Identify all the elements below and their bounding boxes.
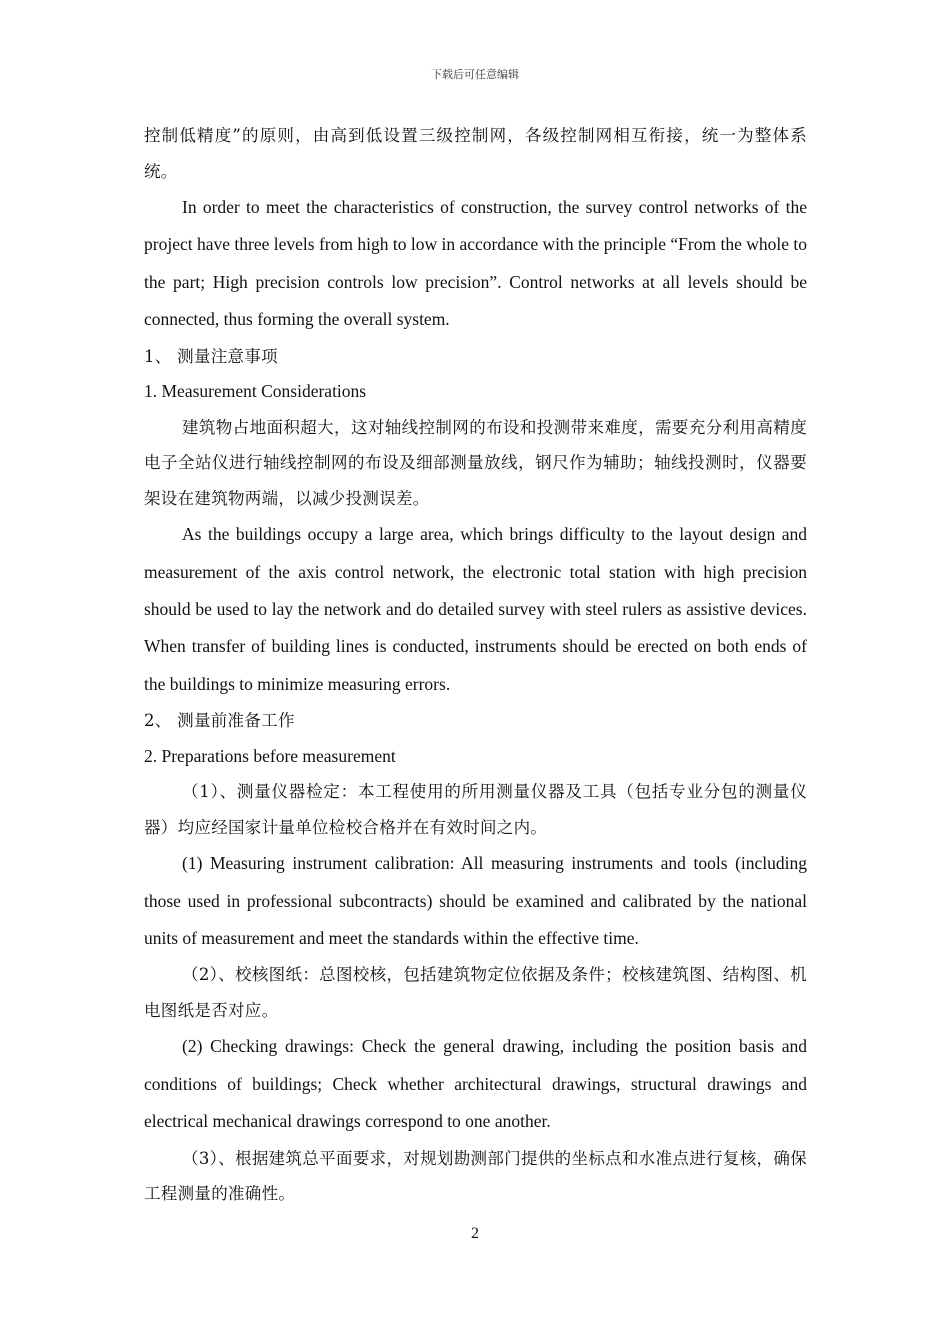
paragraph-cn-checking-drawings: （2）、校核图纸：总图校核，包括建筑物定位依据及条件；校核建筑图、结构图、机电图纸是否对应。 <box>144 965 807 1020</box>
paragraph-cn-building-area: 建筑物占地面积超大，这对轴线控制网的布设和投测带来难度，需要充分利用高精度电子全站仪进行轴线控制网的布设及细部测量放线，钢尺作为辅助；轴线投测时，仪器要架设在建筑物两端，以减少投测误差。 <box>144 417 807 508</box>
paragraph-en-checking-drawings: (2) Checking drawings: Check the general drawing, including the position basis and conditions of buildings; Check whether architectural drawings, structural drawings and electrical mechanical drawings correspond to one another. <box>144 1036 807 1132</box>
heading-cn-measurement-considerations: 1、 测量注意事项 <box>144 346 278 366</box>
paragraph-cn-instrument-calibration: （1）、测量仪器检定：本工程使用的所用测量仪器及工具（包括专业分包的测量仪器）均应经国家计量单位检校合格并在有效时间之内。 <box>144 782 807 837</box>
page-number: 2 <box>471 1225 479 1242</box>
paragraph-en-building-area: As the buildings occupy a large area, which brings difficulty to the layout design and measurement of the axis control network, the electronic total station with high precision should be used to lay the network and do detailed survey with steel rulers as assistive devices. When transfer of building lines is conducted, instruments should be erected on both ends of the buildings to minimize measuring errors. <box>144 524 807 694</box>
paragraph-en-instrument-calibration: (1) Measuring instrument calibration: All measuring instruments and tools (including those used in professional subcontracts) should be examined and calibrated by the national units of measurement and meet the standards within the effective time. <box>144 853 807 948</box>
paragraph-cn-coordinate-check: （3）、根据建筑总平面要求，对规划勘测部门提供的坐标点和水准点进行复核，确保工程测量的准确性。 <box>144 1148 807 1204</box>
heading-en-measurement-considerations: 1. Measurement Considerations <box>144 381 367 402</box>
paragraph-cn-principle-continued: 控制低精度”的原则，由高到低设置三级控制网，各级控制网相互衔接，统一为整体系统。 <box>144 126 807 181</box>
page-header: 下载后可任意编辑 <box>431 68 519 81</box>
heading-cn-preparations: 2、 测量前准备工作 <box>144 711 295 731</box>
paragraph-en-control-networks: In order to meet the characteristics of construction, the survey control networks of the project have three levels from high to low in accordance with the principle “From the whole to the part; High precision controls low precision”. Control networks at all levels should be connected, thus forming the overall system. <box>144 197 807 330</box>
heading-en-preparations: 2. Preparations before measurement <box>144 745 396 766</box>
document-body <box>144 118 807 1212</box>
